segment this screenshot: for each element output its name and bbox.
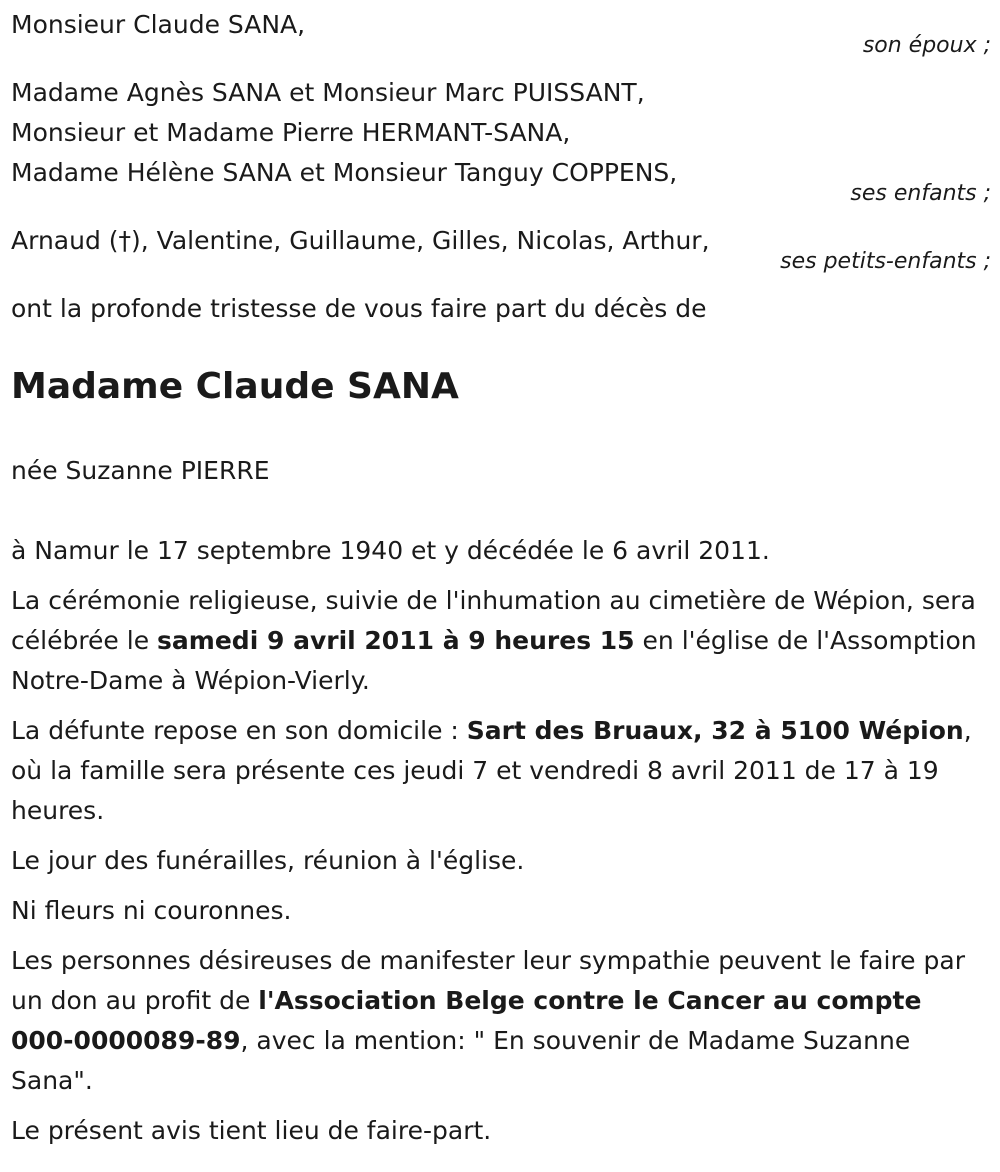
obituary-notice [11, 5, 991, 1161]
donation-text-start: Les personnes désireuses de manifester leur sympathie peuvent le faire par un don au profit de [11, 946, 965, 1015]
child-line: Madame Agnès SANA et Monsieur Marc PUISSANT, [11, 78, 645, 107]
grandchildren-rest: ), Valentine, Guillaume, Gilles, Nicolas, Arthur, [131, 226, 710, 255]
ceremony-text-start: La cérémonie religieuse, suivie de l'inhumation au cimetière de Wépion, sera célébrée le [11, 586, 976, 655]
child-line: Monsieur et Madame Pierre HERMANT-SANA, [11, 118, 571, 147]
children-role: ses enfants ; [850, 181, 991, 206]
cross-icon: † [118, 226, 132, 255]
spouse-role: son époux ; [862, 33, 991, 58]
grandchild-first: Arnaud ( [11, 226, 119, 255]
grandchildren-block [11, 221, 991, 277]
closing-paragraph: Le présent avis tient lieu de faire-part. [11, 1116, 492, 1145]
birth-death: à Namur le 17 septembre 1940 et y décédée le 6 avril 2011. [11, 536, 770, 565]
repose-address: Sart des Bruaux, 32 à 5100 Wépion [466, 716, 964, 745]
donation-account: l'Association Belge contre le Cancer au compte 000-0000089-89 [11, 986, 922, 1055]
ceremony-paragraph [11, 581, 991, 701]
spouse-name: Monsieur Claude SANA, [11, 10, 306, 39]
repose-text-end: , où la famille sera présente ces jeudi 7 et vendredi 8 avril 2011 de 17 à 19 heures. [11, 716, 972, 825]
intro-text: ont la profonde tristesse de vous faire part du décès de [11, 294, 707, 323]
funeral-day-paragraph: Le jour des funérailles, réunion à l'église. [11, 846, 525, 875]
donation-paragraph [11, 941, 991, 1101]
spouse-block [11, 5, 991, 61]
children-block [11, 73, 991, 209]
flowers-paragraph: Ni fleurs ni couronnes. [11, 896, 292, 925]
repose-text-start: La défunte repose en son domicile : [11, 716, 467, 745]
ceremony-text-end: en l'église de l'Assomption Notre-Dame à Wépion-Vierly. [11, 626, 977, 695]
grandchildren-role: ses petits-enfants ; [780, 249, 991, 274]
deceased-name: Madame Claude SANA [11, 366, 459, 407]
repose-paragraph [11, 711, 991, 831]
donation-text-end: , avec la mention: " En souvenir de Madame Suzanne Sana". [11, 1026, 911, 1095]
maiden-name: née Suzanne PIERRE [11, 456, 270, 485]
child-line: Madame Hélène SANA et Monsieur Tanguy COPPENS, [11, 158, 678, 187]
ceremony-date: samedi 9 avril 2011 à 9 heures 15 [157, 626, 635, 655]
